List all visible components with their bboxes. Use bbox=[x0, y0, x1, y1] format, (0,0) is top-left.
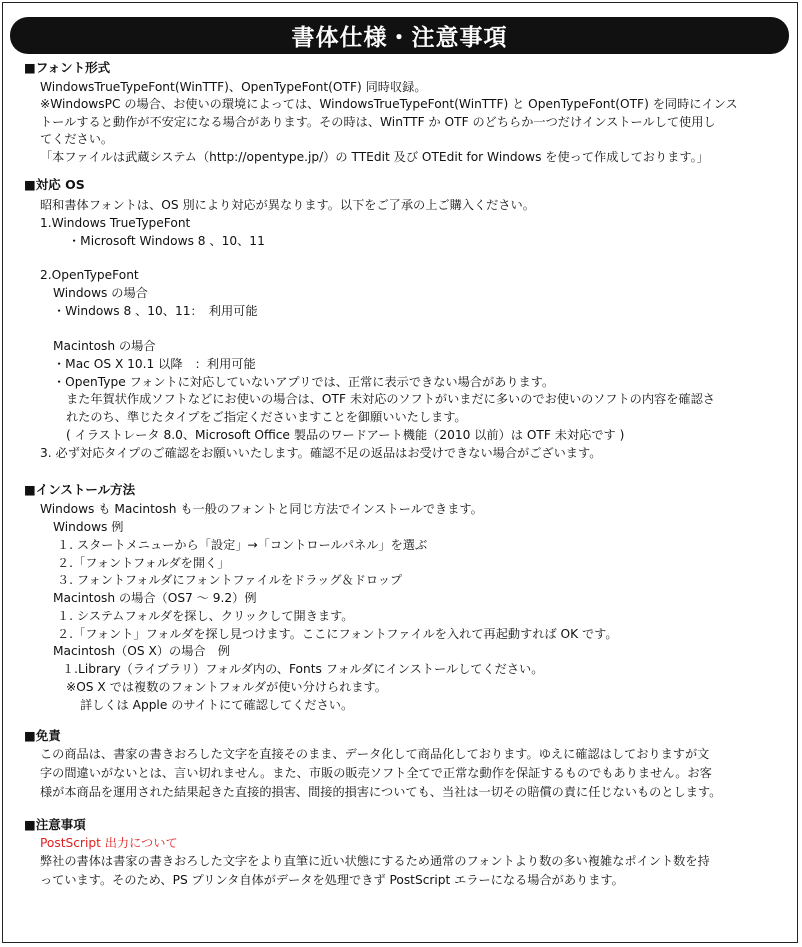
text-line: Macintosh の場合（OS7 ～ 9.2）例 bbox=[53, 591, 257, 605]
text-line: っています。そのため、PS プリンタ自体がデータを処理できず PostScript エラーになる場合があります。 bbox=[40, 873, 624, 887]
text-line: WindowsTrueTypeFont(WinTTF)、OpenTypeFont(OTF) 同時収録。 bbox=[40, 80, 427, 94]
text-line: トールすると動作が不安定になる場合があります。その時は、WinTTF か OTF のどちらか一つだけインストールして使用し bbox=[40, 115, 716, 129]
text-line: ２.「フォント」フォルダを探し見つけます。ここにフォントファイルを入れて再起動すれば OK です。 bbox=[57, 627, 618, 641]
section-heading-notes: ■注意事項 bbox=[24, 817, 86, 832]
text-line: １. システムフォルダを探し、クリックして開きます。 bbox=[57, 609, 354, 623]
text-line: 詳しくは Apple のサイトにて確認してください。 bbox=[80, 698, 354, 712]
text-line: ※WindowsPC の場合、お使いの環境によっては、WindowsTrueTypeFont(WinTTF) と OpenTypeFont(OTF) を同時にインス bbox=[40, 97, 738, 111]
text-line: １. スタートメニューから「設定」→「コントロールパネル」を選ぶ bbox=[57, 538, 428, 552]
text-line: ２.「フォントフォルダを開く」 bbox=[57, 556, 230, 570]
text-line: また年賀状作成ソフトなどにお使いの場合は、OTF 未対応のソフトがいまだに多いのでお使いのソフトの内容を確認さ bbox=[66, 392, 715, 406]
text-line: １.Library（ライブラリ）フォルダ内の、Fonts フォルダにインストールしてください。 bbox=[62, 662, 544, 676]
text-line: 字の間違いがないとは、言い切れません。また、市販の販売ソフト全てで正常な動作を保証するものでもありません。お客 bbox=[40, 766, 712, 780]
text-line: 2.OpenTypeFont bbox=[40, 268, 139, 282]
text-line: Windows も Macintosh も一般のフォントと同じ方法でインストールできます。 bbox=[40, 502, 483, 516]
text-line: ３. フォントフォルダにフォントファイルをドラッグ＆ドロップ bbox=[57, 573, 403, 587]
text-line: Macintosh の場合 bbox=[53, 339, 156, 353]
section-heading-font-format: ■フォント形式 bbox=[24, 60, 111, 75]
section-heading-disclaimer: ■免責 bbox=[24, 728, 61, 743]
text-line: ・Windows 8 、10、11： 利用可能 bbox=[53, 304, 258, 318]
text-line: 弊社の書体は書家の書きおろした文字をより直筆に近い状態にするため通常のフォントより数の多い複雑なポイント数を持 bbox=[40, 854, 710, 868]
notes-subheading: PostScript 出力について bbox=[40, 836, 178, 850]
text-line: 1.Windows TrueTypeFont bbox=[40, 216, 191, 230]
text-line: 様が本商品を運用された結果起きた直接的損害、間接的損害についても、当社は一切その賠償の責に任じないものとします。 bbox=[40, 785, 722, 799]
text-line: Windows の場合 bbox=[53, 286, 148, 300]
section-heading-os: ■対応 OS bbox=[24, 177, 85, 192]
text-line: てください。 bbox=[40, 132, 114, 146]
page-title: 書体仕様・注意事項 bbox=[10, 17, 789, 54]
text-line: 昭和書体フォントは、OS 別により対応が異なります。以下をご了承の上ご購入ください。 bbox=[40, 198, 535, 212]
text-line: 3. 必ず対応タイプのご確認をお願いいたします。確認不足の返品はお受けできない場合がございます。 bbox=[40, 446, 602, 460]
text-line: ( イラストレータ 8.0、Microsoft Office 製品のワードアート機能（2010 以前）は OTF 未対応です ) bbox=[66, 428, 625, 442]
section-heading-install: ■インストール方法 bbox=[24, 482, 136, 497]
text-line: Windows 例 bbox=[53, 520, 124, 534]
text-line: Macintosh（OS X）の場合 例 bbox=[53, 644, 230, 658]
text-line: この商品は、書家の書きおろした文字を直接そのまま、データ化して商品化しております。ゆえに確認はしておりますが文 bbox=[40, 747, 710, 761]
text-line: れたのち、準じたタイプをご指定くださいますことを御願いいたします。 bbox=[66, 410, 467, 424]
text-line: 「本ファイルは武蔵システム（http://opentype.jp/）の TTEdit 及び OTEdit for Windows を使って作成しております。」 bbox=[40, 150, 709, 164]
text-line: ・Mac OS X 10.1 以降 ：利用可能 bbox=[53, 357, 256, 371]
text-line: ※OS X では複数のフォントフォルダが使い分けられます。 bbox=[66, 680, 387, 694]
text-line: ・OpenType フォントに対応していないアプリでは、正常に表示できない場合があります。 bbox=[53, 375, 555, 389]
text-line: ・Microsoft Windows 8 、10、11 bbox=[68, 234, 265, 248]
